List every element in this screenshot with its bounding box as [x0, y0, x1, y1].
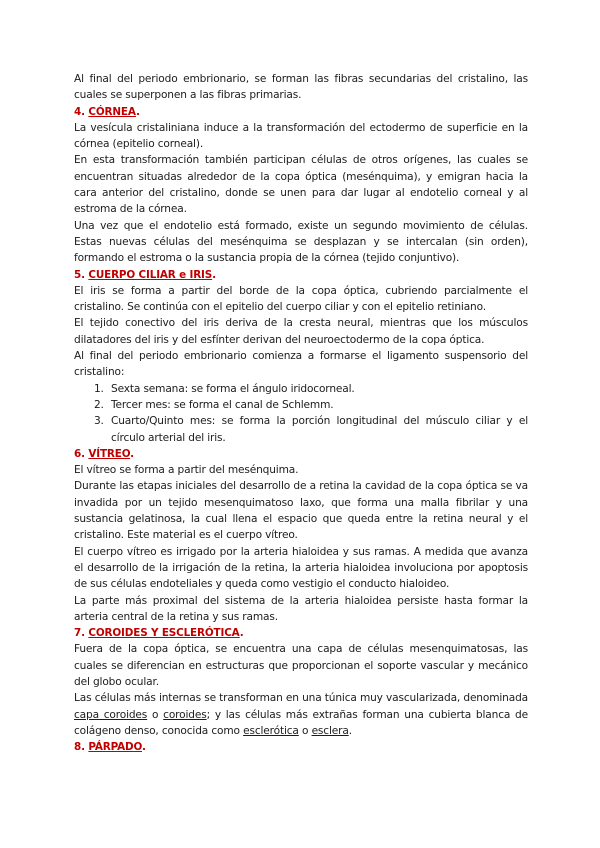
- section-heading-cuerpo-ciliar: [74, 267, 528, 283]
- heading-dot: .: [239, 627, 244, 640]
- heading-dot: .: [130, 447, 134, 460]
- section-heading-coroides: [74, 625, 528, 641]
- paragraph: Fuera de la copa óptica, se encuentra una capa de células mesenquimatosas, las cuales se diferencian en estructuras que proporcionan el soporte vascular y mecánico del globo ocular.: [74, 643, 528, 688]
- text-run: ; y las células más extrañas forman una cubierta blanca de colágeno denso, conocida como: [74, 708, 528, 737]
- section-number: 6.: [74, 447, 85, 460]
- section-number: 4.: [74, 105, 85, 118]
- term-esclerotica: esclerótica: [243, 724, 299, 737]
- section-heading-parpado: [74, 739, 528, 755]
- list-item: 1. Sexta semana: se forma el ángulo iridocorneal.: [107, 381, 528, 397]
- term-coroides: coroides: [163, 708, 207, 721]
- numbered-list: [74, 381, 528, 446]
- heading-dot: .: [135, 105, 140, 118]
- paragraph: [74, 690, 528, 739]
- section-title: CÓRNEA: [88, 105, 136, 118]
- section-title: VÍTREO: [88, 447, 131, 460]
- section-heading-vitreo: [74, 446, 528, 462]
- paragraph: El vítreo se forma a partir del mesénquima.: [74, 464, 299, 477]
- section-number: 5.: [74, 268, 85, 281]
- text-run: Las células más internas se transforman en una túnica muy vascularizada, denominada: [74, 692, 528, 705]
- term-esclera: esclera: [311, 724, 349, 737]
- paragraph: El cuerpo vítreo es irrigado por la arteria hialoidea y sus ramas. A medida que avanza el desarrollo de la irrigación de la retina, la arteria hialoidea involuciona por apoptosis de sus células endoteliales y queda como vestigio el conducto hialoideo.: [74, 545, 528, 591]
- paragraph: Al final del periodo embrionario comienza a formarse el ligamento suspensorio del cristalino:: [74, 350, 528, 379]
- section-title: COROIDES Y ESCLERÓTICA: [88, 627, 240, 640]
- paragraph: En esta transformación también participan células de otros orígenes, las cuales se encuentran situadas alrededor de la copa óptica (mesénquima), y emigran hacia la cara anterior del cristalino, donde se unen para dar lugar al endotelio corneal y al estroma de la córnea.: [74, 154, 528, 216]
- paragraph: El iris se forma a partir del borde de la copa óptica, cubriendo parcialmente el cristalino. Se continúa con el epitelio del cuerpo ciliar y con el epitelio retiniano.: [74, 284, 528, 314]
- section-number: 7.: [74, 627, 85, 640]
- paragraph: Una vez que el endotelio está formado, existe un segundo movimiento de células. Estas nuevas células del mesénquima se desplazan y se intercalan (sin orden), formando el estroma o la sustancia propia de la córnea (tejido conjuntivo).: [74, 219, 528, 265]
- text-run: .: [348, 724, 352, 737]
- paragraph: Durante las etapas iniciales del desarrollo de a retina la cavidad de la copa óptica se va invadida por un tejido mesenquimatoso laxo, que forma una malla fibrilar y una sustancia gelatinosa, la cual llena el espacio que queda entre la retina neural y el cristalino. Este material es el cuerpo vítreo.: [74, 480, 528, 542]
- paragraph: La parte más proximal del sistema de la arteria hialoidea persiste hasta formar la arteria central de la retina y sus ramas.: [74, 594, 528, 623]
- list-item: 2. Tercer mes: se forma el canal de Schlemm.: [107, 397, 528, 413]
- list-item: 3. Cuarto/Quinto mes: se forma la porción longitudinal del músculo ciliar y el círculo arterial del iris.: [107, 413, 528, 446]
- paragraph: La vesícula cristaliniana induce a la transformación del ectodermo de superficie en la córnea (epitelio corneal).: [74, 121, 528, 151]
- paragraph: Al final del periodo embrionario, se forman las fibras secundarias del cristalino, las cuales se superponen a las fibras primarias.: [74, 73, 528, 102]
- term-capa-coroides: capa coroides: [74, 708, 148, 721]
- text-run: o: [147, 708, 164, 721]
- text-run: o: [298, 724, 312, 737]
- section-heading-cornea: [74, 104, 528, 120]
- paragraph: El tejido conectivo del iris deriva de la cresta neural, mientras que los músculos dilatadores del iris y del esfínter derivan del neuroectodermo de la copa óptica.: [74, 317, 528, 346]
- section-title: PÁRPADO: [88, 741, 142, 754]
- heading-dot: .: [212, 268, 216, 281]
- heading-dot: .: [141, 741, 146, 754]
- section-number: 8.: [74, 741, 85, 754]
- section-title: CUERPO CILIAR e IRIS: [88, 268, 213, 281]
